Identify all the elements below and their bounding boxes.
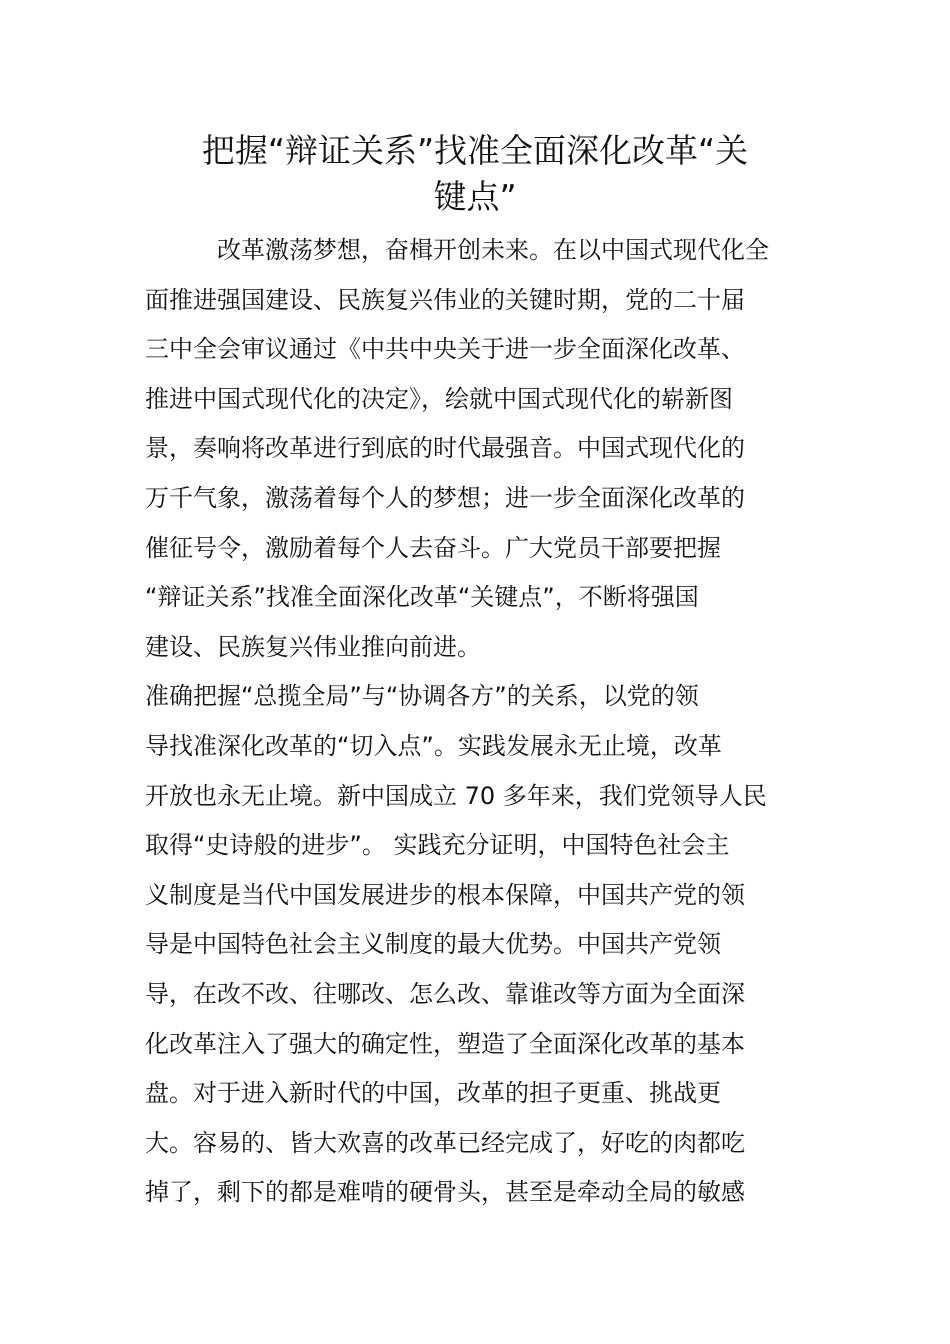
body-line: 开放也永无止境。新中国成立 70 多年来，我们党领导人民 <box>145 781 767 810</box>
body-line: 建设、民族复兴伟业推向前进。 <box>145 632 481 661</box>
body-line: 导是中国特色社会主义制度的最大优势。中国共产党领 <box>145 930 721 959</box>
body-line: 改革激荡梦想，奋楫开创未来。在以中国式现代化全 <box>145 236 769 264</box>
body-line: 准确把握“总揽全局”与“协调各方”的关系，以党的领 <box>145 682 699 711</box>
body-line: 万千气象，激荡着每个人的梦想；进一步全面深化改革的 <box>145 483 745 512</box>
body-line: 催征号令，激励着每个人去奋斗。广大党员干部要把握 <box>145 533 721 562</box>
title-line: 把握“辩证关系”找准全面深化改革“关 <box>201 131 749 170</box>
body-line: 盘。对于进入新时代的中国，改革的担子更重、挑战更 <box>145 1079 721 1108</box>
body-line: 义制度是当代中国发展进步的根本保障，中国共产党的领 <box>145 880 745 909</box>
body-line: 面推进强国建设、民族复兴伟业的关键时期，党的二十届 <box>145 285 745 314</box>
body-line: 三中全会审议通过《中共中央关于进一步全面深化改革、 <box>145 335 745 364</box>
body-line: 景，奏响将改革进行到底的时代最强音。中国式现代化的 <box>145 434 745 463</box>
body-line: 导找准深化改革的“切入点”。实践发展永无止境，改革 <box>145 731 722 760</box>
document-title <box>140 128 810 220</box>
body-line: “辩证关系”找准全面深化改革“关键点”，不断将强国 <box>145 583 699 612</box>
body-line: 导，在改不改、往哪改、怎么改、靠谁改等方面为全面深 <box>145 979 745 1008</box>
body-line: 推进中国式现代化的决定》，绘就中国式现代化的崭新图 <box>145 384 733 413</box>
body-line: 掉了，剩下的都是难啃的硬骨头，甚至是牵动全局的敏感 <box>145 1178 745 1207</box>
body-line: 大。容易的、皆大欢喜的改革已经完成了，好吃的肉都吃 <box>145 1128 745 1157</box>
title-line: 键点” <box>433 177 517 216</box>
body-line: 取得“史诗般的进步”。 实践充分证明，中国特色社会主 <box>145 831 730 860</box>
body-line: 化改革注入了强大的确定性，塑造了全面深化改革的基本 <box>145 1029 745 1058</box>
document-body <box>145 226 810 1218</box>
